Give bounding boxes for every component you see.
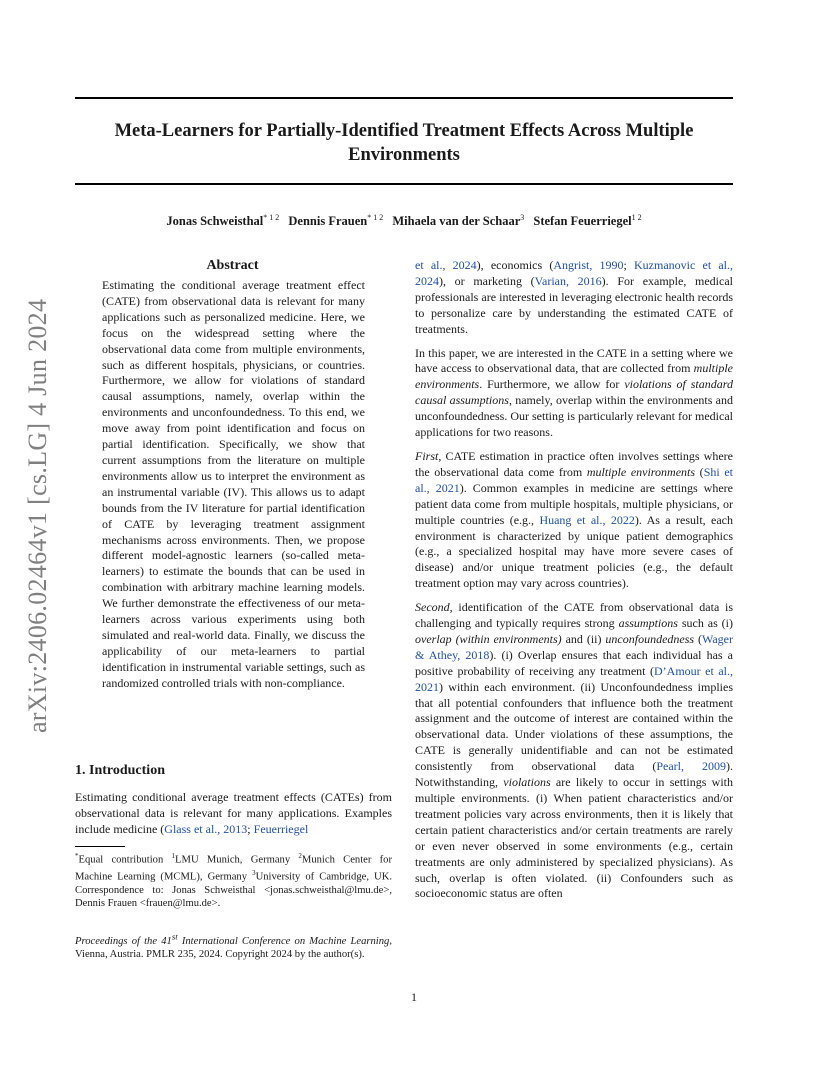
citation-link[interactable]: Wager & Athey, 2018 [415,631,733,662]
author: Dennis Frauen$^{* 1 2}$ [288,213,384,229]
citation-link[interactable]: et al., 2024 [415,258,477,272]
paragraph: In this paper, we are interested in the CATE in a setting where we have access to observational data, that are collected from multiple environments. Furthermore, we allow for violations of standard causal assumptions, namely, overlap within the environments and unconfoundedness. Our setting is particularly relevant for medical applications for two reasons. [415,345,733,440]
author: Mihaela van der Schaar$^3$ [392,213,525,229]
paragraph: First, CATE estimation in practice often involves settings where the observational data come from multiple environments (Shi et al., 2021). Common examples in medicine are settings where patient data come from multiple hospitals, multiple physicians, or multiple countries (e.g., Huang et al., 2022). As a result, each environment is characterized by unique patient demographics (e.g., a specialized hospital may have more severe cases of disease) and/or unique treatment policies (e.g., the default treatment option may vary across countries). [415,448,734,591]
arxiv-stamp: arXiv:2406.02464v1 [cs.LG] 4 Jun 2024 [23,298,52,733]
author: Stefan Feuerriegel$^{1 2}$ [533,213,642,229]
citation-link[interactable]: Huang et al., 2022 [539,512,635,527]
intro-paragraph: Estimating conditional average treatment effects (CATEs) from observational data is relevant for many applications. Examples include medicine (Glass et al., 2013; Feuerriegel [75,790,392,836]
abstract-heading: Abstract [206,258,259,273]
citation-link[interactable]: Kuzmanovic et al., 2024 [415,258,733,288]
paper-title: Meta-Learners for Partially-Identified Treatment Effects Across Multiple Environments [114,121,694,165]
abstract-text: Estimating the conditional average treatment effect (CATE) from observational data is relevant for many applications such as personalized medicine. Here, we focus on the widespread setting where the observational data come from multiple environments, such as different hospitals, physicians, or countries. Furthermore, we allow for violations of standard causal assumptions, namely, overlap within the environments and unconfoundedness. To this end, we move away from point identification and focus on partial identification. Specifically, we show that current assumptions from the literature on multiple environments allow us to interpret the environment as an instrumental variable (IV). This allows us to adapt bounds from the IV literature for partial identification of CATE by leveraging treatment assignment mechanisms across environments. Then, we propose different model-agnostic learners (so-called meta-learners) to estimate the bounds that can be used in combination with arbitrary machine learning models. We further demonstrate the effectiveness of our meta-learners across various experiments using both simulated and real-world data. Finally, we discuss the applicability of our meta-learners to partial identification in instrumental variable settings, such as randomized controlled trials with non-compliance. [102,278,365,690]
footnote-divider [75,846,125,847]
citation-link[interactable]: D’Amour et al., 2021 [415,663,733,694]
title-rule-top [75,97,733,99]
proceedings-note: Proceedings of the 41st International Conference on Machine Learning, Vienna, Austria. PMLR 235, 2024. Copyright 2024 by the author(s). [75,931,392,960]
paragraph: et al., 2024), economics (Angrist, 1990; Kuzmanovic et al., 2024), or marketing (Varian, 2016). For example, medical professionals are interested in leveraging electronic health records to personalize care by understanding the estimated CATE of treatments. [415,258,733,336]
author-list [75,210,733,229]
citation-link[interactable]: Glass et al., 2013 [164,821,248,836]
citation-link[interactable]: Shi et al., 2021 [415,464,734,495]
citation-link[interactable]: Varian, 2016 [534,273,602,288]
author: Jonas Schweisthal$^{* 1 2}$ [166,213,280,229]
affiliation-footnote: *Equal contribution $^1$LMU Munich, Germany $^2$Munich Center for Machine Learning (MCML), Germany $^3$University of Cambridge, UK. Correspondence to: Jonas Schweisthal <jonas.schweisthal@lmu.de>, Dennis Frauen <frauen@lmu.de>. [75,852,393,910]
right-column [415,258,733,910]
page-number: 1 [411,990,417,1004]
section-heading-introduction: 1. Introduction [75,763,165,778]
citation-link[interactable]: Feuerriegel [253,821,309,836]
title-rule-bottom [75,183,733,185]
citation-link[interactable]: Angrist, 1990 [553,258,624,272]
citation-link[interactable]: Pearl, 2009 [656,759,726,774]
paragraph: Second, identification of the CATE from observational data is challenging and typically requires strong assumptions such as (i) overlap (within environments) and (ii) unconfoundedness (Wager & Athey, 2018). (i) Overlap ensures that each individual has a positive probability of receiving any treatment (D’Amour et al., 2021) within each environment. (ii) Unconfoundedness implies that all potential confounders that influence both the treatment assignment and the outcome of interest are contained within the observational data. Under violations of these assumptions, the CATE is generally unidentifiable and can not be estimated consistently from observational data (Pearl, 2009). Notwithstanding, violations are likely to occur in settings with multiple environments. (i) When patient characteristics and/or treatment policies vary across environments, then it is likely that certain patient characteristics and/or certain treatments are rarely or even never observed in some environments (e.g., certain treatments are only administered by specialized physicians). As such, overlap is often violated. (ii) Confounders such as socioeconomic status are often [415,600,733,901]
